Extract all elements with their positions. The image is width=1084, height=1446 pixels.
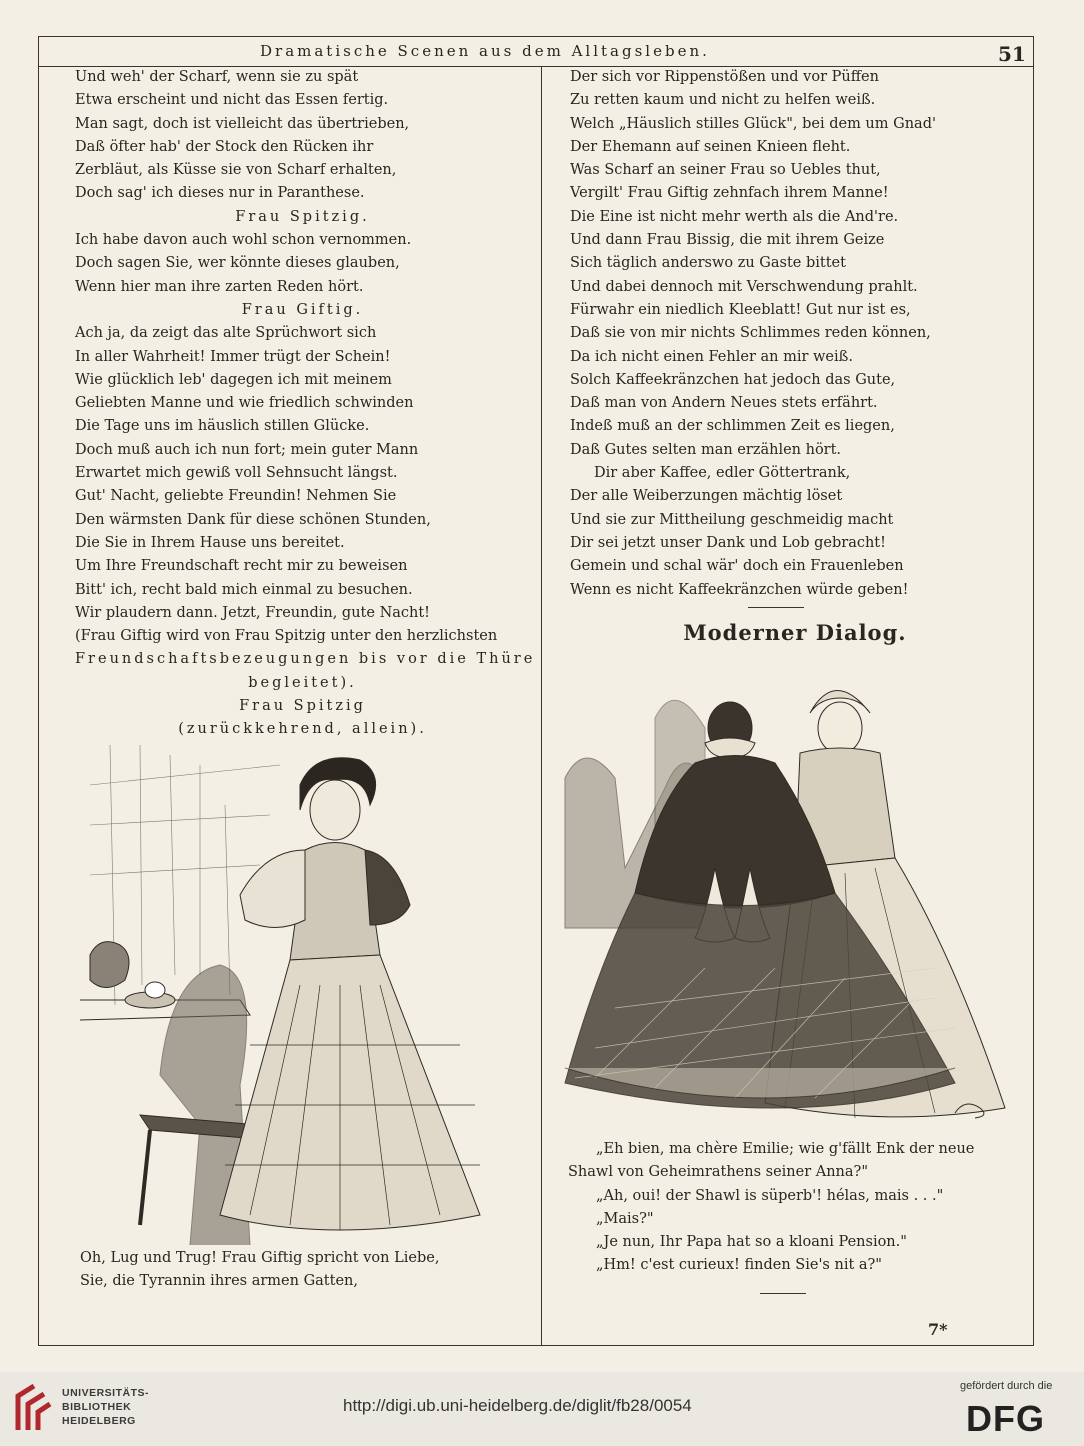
text-line: Und dann Frau Bissig, die mit ihrem Geize: [570, 232, 885, 249]
library-name: [62, 1386, 149, 1428]
text-line: Daß Gutes selten man erzählen hört.: [570, 441, 842, 458]
text-line: Um Ihre Freundschaft recht mir zu beweisen: [75, 558, 408, 575]
dialog-title: Moderner Dialog.: [683, 620, 907, 645]
speaker-heading: Frau Spitzig: [239, 698, 366, 715]
funded-by-text: gefördert durch die: [960, 1380, 1053, 1392]
speaker-heading: Frau Spitzig.: [235, 208, 370, 225]
text-line: Und weh' der Scharf, wenn sie zu spät: [75, 69, 359, 85]
dialog-line: „Mais?": [596, 1210, 654, 1227]
text-line: Doch sag' ich dieses nur in Paranthese.: [75, 185, 365, 202]
text-line: In aller Wahrheit! Immer trügt der Schein!: [75, 348, 391, 365]
dialog-text: [568, 1138, 1033, 1278]
signature-mark: 7*: [928, 1320, 948, 1339]
text-line: Wir plaudern dann. Jetzt, Freundin, gute Nacht!: [75, 604, 431, 621]
text-line: Die Sie in Ihrem Hause uns bereitet.: [75, 534, 345, 551]
text-line: Wenn es nicht Kaffeekränzchen würde geben!: [570, 581, 909, 598]
section-rule: [748, 607, 804, 608]
text-line: Doch sagen Sie, wer könnte dieses glauben,: [75, 255, 400, 272]
end-rule: [760, 1293, 806, 1294]
text-line: Daß sie von mir nichts Schlimmes reden können,: [570, 325, 931, 342]
text-line: Ach ja, da zeigt das alte Sprüchwort sich: [75, 325, 377, 342]
text-line: Zu retten kaum und nicht zu helfen weiß.: [570, 92, 876, 109]
text-line: Erwartet mich gewiß voll Sehnsucht längst.: [75, 465, 398, 482]
dialog-line: „Hm! c'est curieux! finden Sie's nit a?": [596, 1257, 882, 1274]
dialog-line: „Ah, oui! der Shawl is süperb'! hélas, mais . . .": [596, 1187, 944, 1204]
text-line: Die Eine ist nicht mehr werth als die And're.: [570, 208, 899, 225]
text-line: Zerbläut, als Küsse sie von Scharf erhalten,: [75, 162, 397, 179]
library-name-line: HEIDELBERG: [62, 1415, 136, 1427]
speaker-heading: Freundschaftsbezeugungen bis vor die Thüre: [75, 651, 536, 668]
university-library-logo-icon: [10, 1382, 54, 1436]
text-line: Der Ehemann auf seinen Knieen fleht.: [570, 138, 851, 155]
library-name-line: UNIVERSITÄTS-: [62, 1387, 150, 1399]
text-line: Dir aber Kaffee, edler Göttertrank,: [594, 465, 851, 482]
text-line: Den wärmsten Dank für diese schönen Stunden,: [75, 511, 431, 528]
text-line: Die Tage uns im häuslich stillen Glücke.: [75, 418, 370, 435]
dfg-logo: DFG: [966, 1398, 1045, 1439]
text-line: Daß öfter hab' der Stock den Rücken ihr: [75, 138, 374, 155]
text-line: (Frau Giftig wird von Frau Spitzig unter den herzlichsten: [75, 628, 498, 645]
text-line: Fürwahr ein niedlich Kleeblatt! Gut nur ist es,: [570, 301, 911, 318]
text-line: Und sie zur Mittheilung geschmeidig macht: [570, 511, 894, 528]
caption-line: Oh, Lug und Trug! Frau Giftig spricht von Liebe,: [80, 1250, 440, 1266]
column-divider: [541, 66, 542, 1346]
text-line: Wie glücklich leb' dagegen ich mit meinem: [75, 371, 392, 388]
text-line: Indeß muß an der schlimmen Zeit es liegen,: [570, 418, 895, 435]
left-column-text: [75, 66, 536, 742]
text-line: Was Scharf an seiner Frau so Uebles thut,: [570, 162, 881, 179]
text-line: Solch Kaffeekränzchen hat jedoch das Gute,: [570, 371, 896, 388]
text-line: Doch muß auch ich nun fort; mein guter Mann: [75, 441, 419, 458]
text-line: Sich täglich anderswo zu Gaste bittet: [570, 255, 846, 272]
dialog-line: „Je nun, Ihr Papa hat so a kloani Pension.": [596, 1234, 907, 1251]
dialog-line: Shawl von Geheimrathens seiner Anna?": [568, 1164, 868, 1181]
speaker-heading: Frau Giftig.: [241, 301, 364, 318]
caption-line: Sie, die Tyrannin ihres armen Gatten,: [80, 1273, 358, 1290]
text-line: Daß man von Andern Neues stets erfährt.: [570, 395, 878, 412]
text-line: Bitt' ich, recht bald mich einmal zu besuchen.: [75, 581, 413, 598]
permalink-url[interactable]: http://digi.ub.uni-heidelberg.de/diglit/fb28/0054: [343, 1396, 692, 1415]
speaker-heading: (zurückkehrend, allein).: [178, 721, 427, 738]
dialog-line: „Eh bien, ma chère Emilie; wie g'fällt Enk der neue: [596, 1141, 975, 1157]
text-line: Etwa erscheint und nicht das Essen fertig.: [75, 92, 389, 109]
text-line: Der sich vor Rippenstößen und vor Püffen: [570, 69, 879, 85]
illustration-woman-at-table: [80, 745, 530, 1245]
text-line: Wenn hier man ihre zarten Reden hört.: [75, 278, 364, 295]
speaker-heading: begleitet).: [248, 674, 357, 691]
page-number: 51: [998, 42, 1026, 66]
text-line: Gut' Nacht, geliebte Freundin! Nehmen Sie: [75, 488, 397, 505]
text-line: Man sagt, doch ist vielleicht das übertrieben,: [75, 115, 410, 132]
text-line: Geliebten Manne und wie friedlich schwinden: [75, 395, 414, 412]
running-head: Dramatische Scenen aus dem Alltagsleben.: [260, 42, 710, 60]
footer-bar: [0, 1372, 1084, 1446]
right-column-text: [570, 66, 1020, 602]
illustration-two-ladies-crinolines: [555, 668, 1025, 1133]
text-line: Da ich nicht einen Fehler an mir weiß.: [570, 348, 853, 365]
text-line: Welch „Häuslich stilles Glück", bei dem um Gnad': [570, 115, 936, 132]
text-line: Der alle Weiberzungen mächtig löset: [570, 488, 843, 505]
text-line: Vergilt' Frau Giftig zehnfach ihrem Manne!: [570, 185, 889, 202]
text-line: Dir sei jetzt unser Dank und Lob gebracht!: [570, 534, 886, 551]
left-caption: [80, 1247, 530, 1294]
text-line: Gemein und schal wär' doch ein Frauenleben: [570, 558, 904, 575]
text-line: Und dabei dennoch mit Verschwendung prahlt.: [570, 278, 918, 295]
library-name-line: BIBLIOTHEK: [62, 1401, 132, 1413]
text-line: Ich habe davon auch wohl schon vernommen.: [75, 232, 412, 249]
